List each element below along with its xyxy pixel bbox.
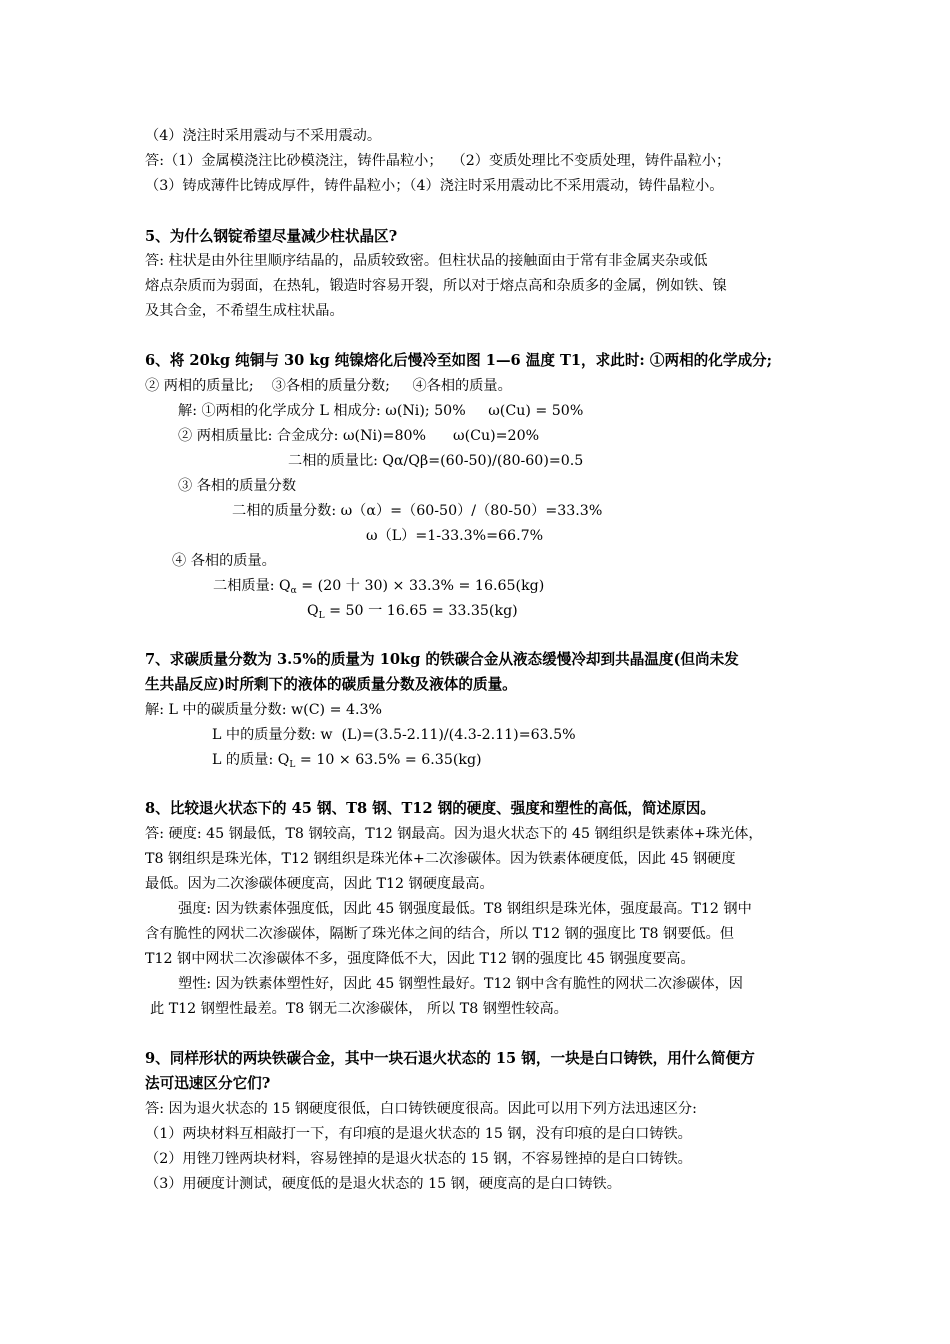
formula-text: = 50 一 16.65 = 33.35(kg) xyxy=(324,603,518,619)
q7-solution-2: L 中的质量分数: w (L)=(3.5-2.11)/(4.3-2.11)=63.5% xyxy=(212,727,576,743)
q8-answer-line: 此 T12 钢塑性最差。T8 钢无二次渗碳体， 所以 T8 钢塑性较高。 xyxy=(150,1001,568,1017)
q6-solution-4a xyxy=(213,576,544,601)
q6-solution-2a: ② 两相质量比: 合金成分: ω(Ni)=80% ω(Cu)=20% xyxy=(178,428,540,444)
formula-subscript: L xyxy=(289,760,296,770)
q4-answer-line: （3）铸成薄件比铸成厚件，铸件晶粒小；（4）浇注时采用震动比不采用震动，铸件晶粒小。 xyxy=(145,178,724,194)
q8-answer-line: 塑性: 因为铁素体塑性好，因此 45 钢塑性最好。T12 钢中含有脆性的网状二次渗碳体，因 xyxy=(178,976,743,992)
q8-answer-line: 含有脆性的网状二次渗碳体，隔断了珠光体之间的结合，所以 T12 钢的强度比 T8 钢要低。但 xyxy=(145,926,734,942)
q5-answer-line: 答: 柱状是由外往里顺序结晶的，品质较致密。但柱状品的接触面由于常有非金属夹杂或低 xyxy=(145,253,708,269)
q6-title-cont: ② 两相的质量比; ③各相的质量分数; ④各相的质量。 xyxy=(145,378,512,394)
formula-text: = (20 十 30) × 33.3% = 16.65(kg) xyxy=(296,578,545,594)
q9-answer-line: （1）两块材料互相敲打一下，有印痕的是退火状态的 15 钢，没有印痕的是白口铸铁。 xyxy=(145,1126,692,1142)
q8-answer-line: T8 钢组织是珠光体，T12 钢组织是珠光体+二次渗碳体。因为铁素体硬度低，因此 45 钢硬度 xyxy=(145,851,736,867)
q7-title: 7、求碳质量分数为 3.5%的质量为 10kg 的铁碳合金从液态缓慢冷却到共晶温度(但尚未发 xyxy=(145,651,739,668)
q5-title: 5、为什么钢锭希望尽量减少柱状晶区? xyxy=(145,228,398,245)
q8-answer-line: 答: 硬度: 45 钢最低，T8 钢较高，T12 钢最高。因为退火状态下的 45 钢组织是铁素体+珠光体， xyxy=(145,826,763,842)
q6-solution-1: 解: ①两相的化学成分 L 相成分: ω(Ni); 50% ω(Cu) = 50% xyxy=(178,403,584,419)
q8-answer-line: 强度: 因为铁素体强度低，因此 45 钢强度最低。T8 钢组织是珠光体，强度最高。T12 钢中 xyxy=(178,901,752,917)
formula-text: Q xyxy=(307,603,319,619)
q7-solution-1: 解: L 中的碳质量分数: w(C) = 4.3% xyxy=(145,702,383,718)
q6-solution-4b xyxy=(307,601,518,626)
q7-solution-3 xyxy=(212,750,482,775)
q6-solution-3b: ω（L）=1-33.3%=66.7% xyxy=(366,528,544,544)
q9-answer-line: （2）用锉刀锉两块材料，容易锉掉的是退火状态的 15 钢，不容易锉掉的是白口铸铁。 xyxy=(145,1151,692,1167)
q7-title-cont: 生共晶反应)时所剩下的液体的碳质量分数及液体的质量。 xyxy=(145,676,517,693)
q8-answer-line: T12 钢中网状二次渗碳体不多，强度降低不大，因此 T12 钢的强度比 45 钢强度要高。 xyxy=(145,951,695,967)
q4-item-4: （4）浇注时采用震动与不采用震动。 xyxy=(145,128,382,144)
q5-answer-line: 熔点杂质而为弱面，在热轧，锻造时容易开裂，所以对于熔点高和杂质多的金属，例如铁、镍 xyxy=(145,278,727,294)
q9-title: 9、同样形状的两块铁碳合金，其中一块石退火状态的 15 钢，一块是白口铸铁，用什么简便方 xyxy=(145,1050,755,1067)
formula-subscript: L xyxy=(318,611,325,621)
formula-text: = 10 × 63.5% = 6.35(kg) xyxy=(295,752,482,768)
q6-solution-3: ③ 各相的质量分数 xyxy=(178,478,297,494)
q6-title: 6、将 20kg 纯铜与 30 kg 纯镍熔化后慢冷至如图 1—6 温度 T1，求此时: ①两相的化学成分; xyxy=(145,352,773,369)
q6-solution-3a: 二相的质量分数: ω（α）=（60-50）/（80-50）=33.3% xyxy=(232,503,603,519)
q9-answer-line: 答: 因为退火状态的 15 钢硬度很低，白口铸铁硬度很高。因此可以用下列方法迅速区分: xyxy=(145,1101,697,1117)
q8-answer-line: 最低。因为二次渗碳体硬度高，因此 T12 钢硬度最高。 xyxy=(145,876,494,892)
formula-text: L 的质量: Q xyxy=(212,752,290,768)
q8-title: 8、比较退火状态下的 45 钢、T8 钢、T12 钢的硬度、强度和塑性的高低，简述原因。 xyxy=(145,800,715,817)
q6-solution-2b: 二相的质量比: Qα/Qβ=(60-50)/(80-60)=0.5 xyxy=(288,453,584,469)
formula-text: 二相质量: Q xyxy=(213,578,291,594)
q9-answer-line: （3）用硬度计测试，硬度低的是退火状态的 15 钢，硬度高的是白口铸铁。 xyxy=(145,1176,621,1192)
formula-subscript: α xyxy=(290,586,297,596)
q6-solution-4: ④ 各相的质量。 xyxy=(172,553,276,569)
q4-answer-line: 答:（1）金属模浇注比砂模浇注，铸件晶粒小； （2）变质处理比不变质处理，铸件晶粒小； xyxy=(145,153,731,169)
q5-answer-line: 及其合金，不希望生成柱状晶。 xyxy=(145,303,344,319)
q9-title-cont: 法可迅速区分它们? xyxy=(145,1075,271,1092)
